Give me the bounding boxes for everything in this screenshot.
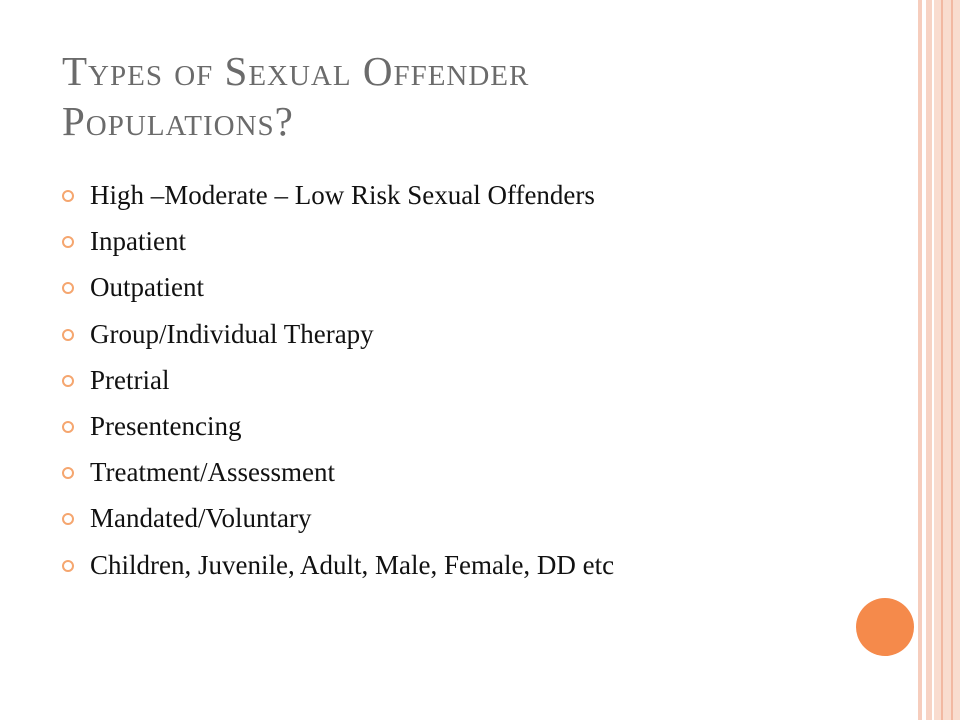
bullet-icon — [62, 282, 74, 294]
bullet-icon — [62, 560, 74, 572]
bullet-icon — [62, 236, 74, 248]
bullet-icon — [62, 329, 74, 341]
decorative-stripe-line — [951, 0, 953, 720]
list-item — [62, 268, 614, 314]
list-item — [62, 407, 614, 453]
list-item-text: Mandated/Voluntary — [90, 503, 312, 534]
decorative-stripe-line — [941, 0, 943, 720]
list-item — [62, 315, 614, 361]
list-item — [62, 546, 614, 592]
slide-title-line-1: Types of Sexual Offender — [62, 48, 530, 94]
list-item-text: Presentencing — [90, 410, 242, 441]
bullet-icon — [62, 513, 74, 525]
list-item — [62, 176, 614, 222]
list-item — [62, 499, 614, 545]
list-item — [62, 222, 614, 268]
bullet-icon — [62, 467, 74, 479]
slide-title — [62, 46, 882, 146]
list-item-text: High –Moderate – Low Risk Sexual Offenders — [90, 180, 595, 210]
bullet-icon — [62, 375, 74, 387]
decorative-stripe — [918, 0, 922, 720]
decorative-stripe — [934, 0, 960, 720]
list-item-text: Outpatient — [90, 272, 204, 303]
list-item-text: Children, Juvenile, Adult, Male, Female, DD etc — [90, 549, 615, 580]
bullet-list — [62, 176, 614, 592]
accent-circle — [856, 598, 914, 656]
list-item — [62, 453, 614, 499]
decorative-stripe — [926, 0, 932, 720]
list-item-text: Inpatient — [90, 226, 186, 257]
bullet-icon — [62, 190, 74, 202]
list-item-text: Group/Individual Therapy — [90, 318, 374, 349]
list-item — [62, 361, 614, 407]
list-item-text: Pretrial — [90, 364, 170, 395]
bullet-icon — [62, 421, 74, 433]
slide-title-line-2: Populations? — [62, 98, 294, 144]
list-item-text: Treatment/Assessment — [90, 457, 335, 488]
